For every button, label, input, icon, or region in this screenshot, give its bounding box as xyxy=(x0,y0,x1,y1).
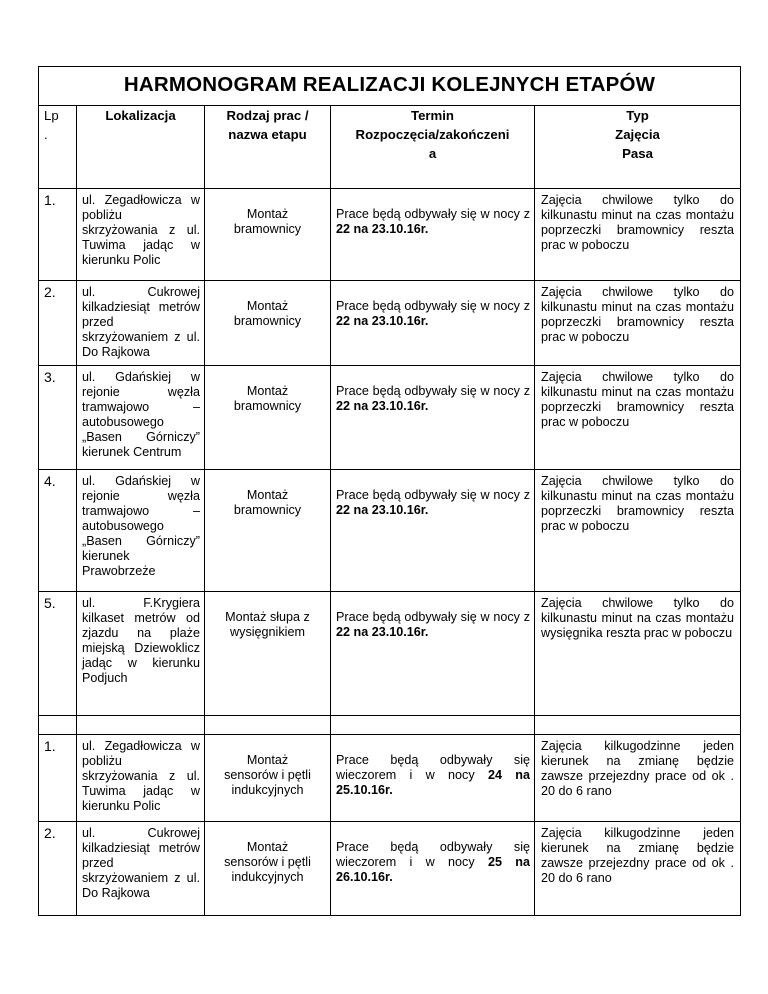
lane-occupation-cell: Zajęcia kilkugodzinne jeden kierunek na zmianę będzie zawsze przejezdny prace od ok . 20 do 6 rano xyxy=(535,822,741,916)
row-number: 5. xyxy=(39,592,77,716)
group2-rows xyxy=(39,735,741,916)
schedule-table xyxy=(38,66,741,916)
header-row xyxy=(39,106,741,189)
spacer-row xyxy=(39,716,741,735)
lane-occupation-cell: Zajęcia chwilowe tylko do kilkunastu minut na czas montażu wysięgnika reszta prac w poboczu xyxy=(535,592,741,716)
term-cell xyxy=(331,281,535,366)
location-cell: ul. Gdańskiej w rejonie węzła tramwajowo – autobusowego „Basen Górniczy” kierunek Centrum xyxy=(77,366,205,470)
lane-occupation-cell: Zajęcia chwilowe tylko do kilkunastu minut na czas montażu poprzeczki bramownicy reszta prac w poboczu xyxy=(535,366,741,470)
title-cell xyxy=(39,67,741,106)
work-type-cell: Montaż słupa z wysięgnikiem xyxy=(205,592,331,716)
table-row xyxy=(39,281,741,366)
row-number: 3. xyxy=(39,366,77,470)
term-date: 22 na 23.10.16r. xyxy=(336,399,429,413)
term-date: 22 na 23.10.16r. xyxy=(336,222,429,236)
term-cell xyxy=(331,735,535,822)
header-lp: Lp . xyxy=(39,106,77,189)
term-cell xyxy=(331,189,535,281)
work-type-cell: Montaż sensorów i pętli indukcyjnych xyxy=(205,735,331,822)
work-type-cell: Montaż bramownicy xyxy=(205,366,331,470)
work-type-cell: Montaż bramownicy xyxy=(205,189,331,281)
row-number: 2. xyxy=(39,281,77,366)
header-lokalizacja: Lokalizacja xyxy=(77,106,205,189)
header-termin: Termin Rozpoczęcia/zakończeni a xyxy=(331,106,535,189)
row-number: 1. xyxy=(39,189,77,281)
work-type-cell: Montaż sensorów i pętli indukcyjnych xyxy=(205,822,331,916)
table-row xyxy=(39,592,741,716)
location-cell: ul. F.Krygiera kilkaset metrów od zjazdu na plaże miejską Dziewoklicz jadąc w kierunku Podjuch xyxy=(77,592,205,716)
term-cell xyxy=(331,470,535,592)
header-rodzaj: Rodzaj prac / nazwa etapu xyxy=(205,106,331,189)
work-type-cell: Montaż bramownicy xyxy=(205,281,331,366)
document-title: HARMONOGRAM REALIZACJI KOLEJNYCH ETAPÓW xyxy=(123,73,656,96)
term-date: 22 na 23.10.16r. xyxy=(336,503,429,517)
location-cell: ul. Cukrowej kilkadziesiąt metrów przed skrzyżowaniem z ul. Do Rajkowa xyxy=(77,281,205,366)
group1-rows xyxy=(39,189,741,716)
term-text: Prace będą odbywały się w nocy z xyxy=(336,488,530,502)
term-cell xyxy=(331,822,535,916)
header-typ: Typ Zajęcia Pasa xyxy=(535,106,741,189)
table-row xyxy=(39,189,741,281)
term-text: Prace będą odbywały się wieczorem i w nocy xyxy=(336,840,530,869)
row-number: 2. xyxy=(39,822,77,916)
term-date: 22 na 23.10.16r. xyxy=(336,625,429,639)
lane-occupation-cell: Zajęcia chwilowe tylko do kilkunastu minut na czas montażu poprzeczki bramownicy reszta prac w poboczu xyxy=(535,470,741,592)
row-number: 4. xyxy=(39,470,77,592)
location-cell: ul. Zegadłowicza w pobliżu skrzyżowania z ul. Tuwima jadąc w kierunku Polic xyxy=(77,189,205,281)
term-date: 25 na 26.10.16r. xyxy=(336,855,530,884)
term-cell xyxy=(331,592,535,716)
table-row xyxy=(39,470,741,592)
term-text: Prace będą odbywały się w nocy z xyxy=(336,610,530,624)
lane-occupation-cell: Zajęcia kilkugodzinne jeden kierunek na zmianę będzie zawsze przejezdny prace od ok . 20 do 6 rano xyxy=(535,735,741,822)
work-type-cell: Montaż bramownicy xyxy=(205,470,331,592)
term-text: Prace będą odbywały się w nocy z xyxy=(336,384,530,398)
term-text: Prace będą odbywały się w nocy z xyxy=(336,207,530,221)
term-text: Prace będą odbywały się w nocy z xyxy=(336,299,530,313)
row-number: 1. xyxy=(39,735,77,822)
table-row xyxy=(39,735,741,822)
term-date: 24 na 25.10.16r. xyxy=(336,768,530,797)
location-cell: ul. Gdańskiej w rejonie węzła tramwajowo – autobusowego „Basen Górniczy” kierunek Prawobrzeże xyxy=(77,470,205,592)
term-cell xyxy=(331,366,535,470)
term-date: 22 na 23.10.16r. xyxy=(336,314,429,328)
location-cell: ul. Zegadłowicza w pobliżu skrzyżowania z ul. Tuwima jadąc w kierunku Polic xyxy=(77,735,205,822)
table-row xyxy=(39,366,741,470)
term-text: Prace będą odbywały się wieczorem i w nocy xyxy=(336,753,530,782)
lane-occupation-cell: Zajęcia chwilowe tylko do kilkunastu minut na czas montażu poprzeczki bramownicy reszta prac w poboczu xyxy=(535,281,741,366)
lane-occupation-cell: Zajęcia chwilowe tylko do kilkunastu minut na czas montażu poprzeczki bramownicy reszta prac w poboczu xyxy=(535,189,741,281)
location-cell: ul. Cukrowej kilkadziesiąt metrów przed skrzyżowaniem z ul. Do Rajkowa xyxy=(77,822,205,916)
table-row xyxy=(39,822,741,916)
